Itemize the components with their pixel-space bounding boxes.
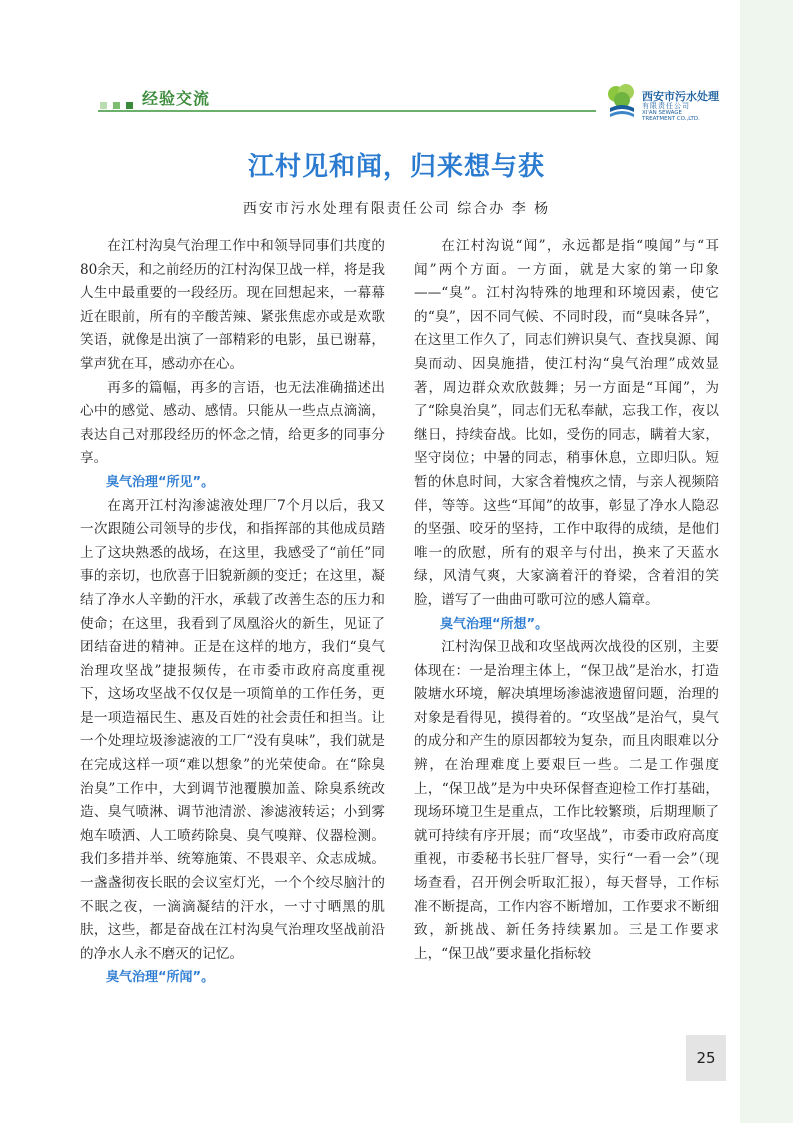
logo-english-name (642, 110, 700, 122)
square-medium (113, 102, 120, 109)
subheading-seen: 臭气治理“所见”。 (106, 474, 215, 490)
logo-english-line-2: TREATMENT CO.,LTD. (642, 116, 700, 122)
subheading-heard: 臭气治理“所闻”。 (106, 970, 215, 986)
logo-mark-icon (604, 82, 640, 122)
header-divider (98, 110, 596, 112)
section-label: 经验交流 (142, 89, 211, 108)
paragraph: 在离开江村沟渗滤液处理厂7个月以后，我又一次跟随公司领导的步伐，和指挥部的其他成员踏上了这块熟悉的战场，在这里，我感受了“前任”同事的亲切，也欣喜于旧貌新颜的变迁；在这里，凝结了净水人辛勤的汗水，承载了改善生态的压力和使命；在这里，我看到了凤凰浴火的新生，见证了团结奋进的精神。正是在这样的地方，我们“臭气治理攻坚战”捷报频传，在市委市政府高度重视下，这场攻坚战不仅仅是一项简单的工作任务，更是一项造福民生、惠及百姓的社会责任和担当。让一个处理垃圾渗滤液的工厂“没有臭味”，我们就是在完成这样一项“难以想象”的光荣使命。在“除臭治臭”工作中，大到调节池覆膜加盖、除臭系统改造、臭气喷淋、调节池清淤、渗滤液转运；小到雾炮车喷洒、人工喷药除臭、臭气嗅辩、仪器检测。我们多措并举、统筹施策、不畏艰辛、众志成城。一盏盏彻夜长眠的会议室灯光，一个个绞尽脑汁的不眠之夜，一滴滴凝结的汗水，一寸寸晒黑的肌肤，这些，都是奋战在江村沟臭气治理攻坚战前沿的净水人永不磨灭的记忆。 (80, 497, 385, 962)
paragraph: 再多的篇幅，再多的言语，也无法准确描述出心中的感觉、感动、感情。只能从一些点点滴滴，表达自己对那段经历的怀念之情，给更多的同事分享。 (80, 379, 385, 467)
company-logo (604, 82, 724, 126)
page-number: 25 (686, 1035, 726, 1081)
left-column (80, 235, 385, 990)
article-title: 江村见和闻，归来想与获 (247, 152, 545, 182)
square-light (100, 102, 107, 109)
logo-chinese-subtitle: 有限责任公司 (642, 102, 690, 110)
logo-chinese-name: 西安市污水处理 (642, 90, 719, 103)
paragraph: 在江村沟臭气治理工作中和领导同事们共度的80余天，和之前经历的江村沟保卫战一样，将是我人生中最重要的一段经历。现在回想起来，一幕幕近在眼前，所有的辛酸苦辣、紧张焦虑亦或是欢歌笑语，就像是出演了一部精彩的电影，虽已谢幕，掌声犹在耳，感动亦在心。 (80, 238, 385, 372)
logo-english-line-1: XI'AN SEWAGE (642, 110, 683, 116)
page-header (0, 0, 793, 130)
side-decoration (740, 0, 793, 1123)
subheading-thoughts: 臭气治理“所想”。 (440, 616, 549, 632)
paragraph: 江村沟保卫战和攻坚战两次战役的区别，主要体现在：一是治理主体上，“保卫战”是治水，打造陂塘水环境，解决填埋场渗滤液遗留问题，治理的对象是看得见，摸得着的。“攻坚战”是治气，臭气的成分和产生的原因都较为复杂，而且肉眼难以分辨，在治理难度上要艰巨一些。二是工作强度上，“保卫战”是为中央环保督查迎检工作打基础，现场环境卫生是重点，工作比较繁琐，后期理顺了就可持续有序开展；而“攻坚战”，市委市政府高度重视，市委秘书长驻厂督导，实行“一看一会”（现场查看，召开例会听取汇报），每天督导，工作标准不断提高，工作内容不断增加，工作要求不断细致，新挑战、新任务持续累加。三是工作要求上，“保卫战”要求量化指标较 (414, 639, 719, 962)
square-dark (126, 102, 133, 109)
right-column (414, 235, 719, 966)
article-byline: 西安市污水处理有限责任公司 综合办 李 杨 (242, 201, 551, 217)
paragraph: 在江村沟说“闻”，永远都是指“嗅闻”与“耳闻”两个方面。一方面，就是大家的第一印象——“臭”。江村沟特殊的地理和环境因素，使它的“臭”，因不同气候、不同时段，而“臭味各异”，在这里工作久了，同志们辨识臭气、查找臭源、闻臭而动、因臭施措，使江村沟“臭气治理”成效显著，周边群众欢欣鼓舞；另一方面是“耳闻”，为了“除臭治臭”，同志们无私奉献，忘我工作，夜以继日，持续奋战。比如，受伤的同志，瞒着大家，坚守岗位；中暑的同志，稍事休息，立即归队。短暂的休息时间，大家含着愧疚之情，与亲人视频陪伴，等等。这些“耳闻”的故事，彰显了净水人隐忍的坚强、咬牙的坚持，工作中取得的成绩，是他们唯一的欣慰，所有的艰辛与付出，换来了天蓝水绿，风清气爽，大家滴着汗的脊梁，含着泪的笑脸，谱写了一曲曲可歌可泣的感人篇章。 (414, 238, 719, 608)
